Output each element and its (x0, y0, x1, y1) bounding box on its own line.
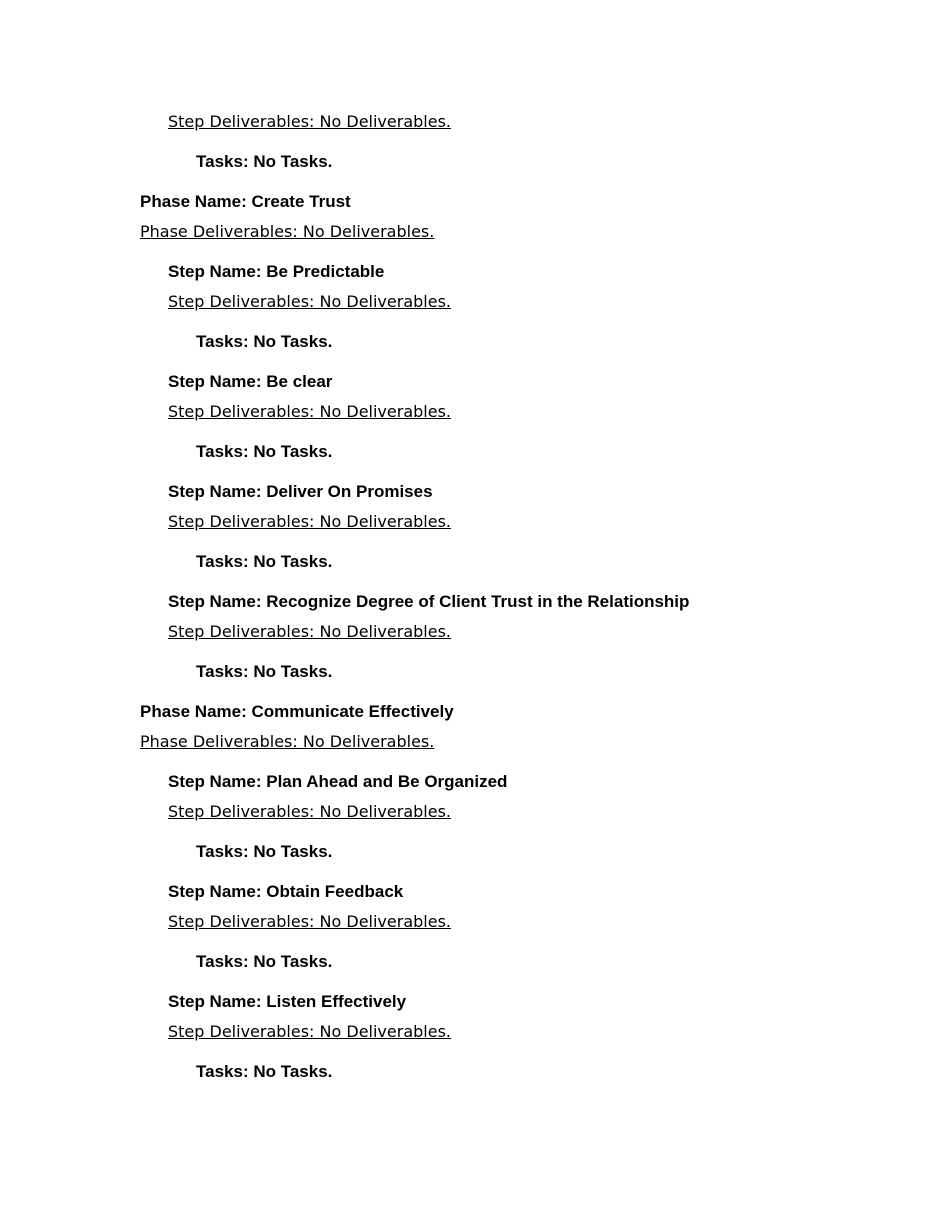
step-name-heading: Step Name: Obtain Feedback (168, 882, 404, 901)
step-deliverables-link[interactable]: Step Deliverables: No Deliverables. (168, 292, 451, 311)
tasks-label: Tasks: No Tasks. (196, 332, 333, 351)
step-name-heading: Step Name: Plan Ahead and Be Organized (168, 772, 508, 791)
phase-deliverables-link[interactable]: Phase Deliverables: No Deliverables. (140, 222, 435, 241)
step-name-heading: Step Name: Listen Effectively (168, 992, 407, 1011)
step-name-heading: Step Name: Be clear (168, 372, 333, 391)
step-deliverables-link[interactable]: Step Deliverables: No Deliverables. (168, 1022, 451, 1041)
step-deliverables-link[interactable]: Step Deliverables: No Deliverables. (168, 802, 451, 821)
step-deliverables-link[interactable]: Step Deliverables: No Deliverables. (168, 912, 451, 931)
step-name-heading: Step Name: Deliver On Promises (168, 482, 433, 501)
tasks-label: Tasks: No Tasks. (196, 152, 333, 171)
step-deliverables-link[interactable]: Step Deliverables: No Deliverables. (168, 512, 451, 531)
step-name-heading: Step Name: Be Predictable (168, 262, 385, 281)
step-deliverables-link[interactable]: Step Deliverables: No Deliverables. (168, 402, 451, 421)
tasks-label: Tasks: No Tasks. (196, 1062, 333, 1081)
step-name-heading: Step Name: Recognize Degree of Client Trust in the Relationship (168, 592, 690, 611)
tasks-label: Tasks: No Tasks. (196, 442, 333, 461)
tasks-label: Tasks: No Tasks. (196, 952, 333, 971)
tasks-label: Tasks: No Tasks. (196, 552, 333, 571)
phase-deliverables-link[interactable]: Phase Deliverables: No Deliverables. (140, 732, 435, 751)
step-deliverables-link[interactable]: Step Deliverables: No Deliverables. (168, 622, 451, 641)
phase-name-heading: Phase Name: Create Trust (140, 192, 351, 211)
tasks-label: Tasks: No Tasks. (196, 662, 333, 681)
step-deliverables-link[interactable]: Step Deliverables: No Deliverables. (168, 112, 451, 131)
tasks-label: Tasks: No Tasks. (196, 842, 333, 861)
phase-name-heading: Phase Name: Communicate Effectively (140, 702, 454, 721)
